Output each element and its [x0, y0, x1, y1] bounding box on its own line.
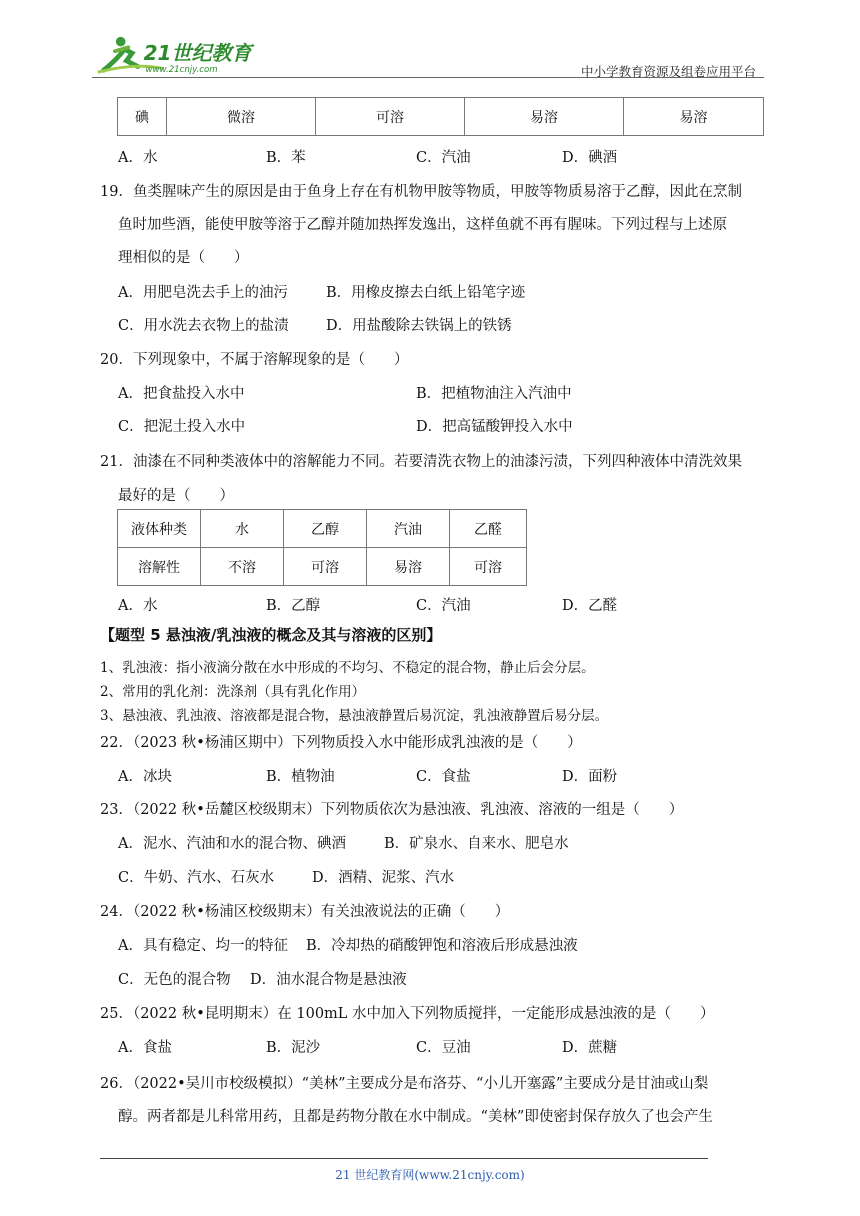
question-19-line-3: 理相似的是（ ） — [118, 250, 249, 266]
question-23: 23．（2022 秋•岳麓区校级期末）下列物质依次为悬浊液、乳浊液、溶液的一组是（ ） — [100, 802, 684, 818]
option-b: B．乙醇 — [266, 598, 321, 614]
option-a: A．食盐 — [118, 1040, 172, 1056]
section-title: 【题型 5 悬浊液/乳浊液的概念及其与溶液的区别】 — [100, 626, 442, 644]
option-d: D．蔗糖 — [562, 1040, 618, 1056]
table-cell: 液体种类 — [118, 510, 201, 548]
option-d: D．碘酒 — [562, 150, 618, 166]
option-c: C．食盐 — [416, 769, 471, 785]
footer-link[interactable]: 21 世纪教育网(www.21cnjy.com) — [335, 1168, 525, 1182]
question-20: 20．下列现象中，不属于溶解现象的是（ ） — [100, 352, 409, 368]
option-b: B．苯 — [266, 150, 306, 166]
option-b: B．冷却热的硝酸钾饱和溶液后形成悬浊液 — [306, 938, 578, 954]
option-b: B．矿泉水、自来水、肥皂水 — [384, 836, 569, 852]
option-d: D．面粉 — [562, 769, 618, 785]
option-a: A．水 — [118, 150, 158, 166]
option-c: C．把泥土投入水中 — [118, 419, 246, 435]
option-d: D．把高锰酸钾投入水中 — [416, 419, 573, 435]
table-cell: 不溶 — [201, 548, 284, 586]
table-cell: 易溶 — [624, 98, 764, 136]
table-cell: 碘 — [118, 98, 167, 136]
option-d: D．酒精、泥浆、汽水 — [312, 870, 455, 886]
solubility-table-top — [117, 97, 764, 136]
option-b: B．用橡皮擦去白纸上铅笔字迹 — [326, 285, 526, 301]
question-22: 22．（2023 秋•杨浦区期中）下列物质投入水中能形成乳浊液的是（ ） — [100, 735, 582, 751]
question-21-line-2: 最好的是（ ） — [118, 488, 234, 504]
option-c: C．牛奶、汽水、石灰水 — [118, 870, 275, 886]
question-26-line-2: 醇。两者都是儿科常用药，且都是药物分散在水中制成。“美林”即使密封保存放久了也会产生 — [118, 1109, 713, 1125]
footer-divider — [100, 1158, 708, 1159]
table-cell: 易溶 — [465, 98, 624, 136]
question-21-line-1: 21．油漆在不同种类液体中的溶解能力不同。若要清洗衣物上的油漆污渍，下列四种液体中清洗效果 — [100, 454, 742, 470]
question-24: 24．（2022 秋•杨浦区校级期末）有关浊液说法的正确（ ） — [100, 904, 510, 920]
option-c: C．无色的混合物 — [118, 972, 231, 988]
option-a: A．具有稳定、均一的特征 — [118, 938, 288, 954]
question-26-line-1: 26．（2022•吴川市校级模拟）“美林”主要成分是布洛芬、“小儿开塞露”主要成分是甘油或山梨 — [100, 1076, 709, 1092]
question-19-line-1: 19．鱼类腥味产生的原因是由于鱼身上存在有机物甲胺等物质，甲胺等物质易溶于乙醇，因此在烹制 — [100, 184, 742, 200]
option-a: A．泥水、汽油和水的混合物、碘酒 — [118, 836, 346, 852]
question-19-line-2: 鱼时加些酒，能使甲胺等溶于乙醇并随加热挥发逸出，这样鱼就不再有腥味。下列过程与上述原 — [118, 217, 727, 233]
solvent-table — [117, 509, 527, 586]
option-c: C．用水洗去衣物上的盐渍 — [118, 318, 289, 334]
option-b: B．植物油 — [266, 769, 335, 785]
table-cell: 汽油 — [367, 510, 450, 548]
table-cell: 溶解性 — [118, 548, 201, 586]
option-c: C．汽油 — [416, 598, 471, 614]
section-note: 3、悬浊液、乳浊液、溶液都是混合物，悬浊液静置后易沉淀，乳浊液静置后易分层。 — [100, 708, 609, 724]
page-header — [92, 32, 764, 78]
svg-text:www.21cnjy.com: www.21cnjy.com — [145, 65, 218, 76]
option-a: A．冰块 — [118, 769, 172, 785]
platform-name: 中小学教育资源及组卷应用平台 — [580, 64, 756, 79]
svg-text:21世纪教育: 21世纪教育 — [143, 40, 252, 65]
table-cell: 易溶 — [367, 548, 450, 586]
table-cell: 水 — [201, 510, 284, 548]
table-cell: 乙醛 — [450, 510, 527, 548]
table-cell: 微溶 — [167, 98, 316, 136]
table-cell: 乙醇 — [284, 510, 367, 548]
header-divider — [92, 77, 764, 78]
table-cell: 可溶 — [284, 548, 367, 586]
site-logo — [92, 34, 262, 76]
section-note: 1、乳浊液：指小液滴分散在水中形成的不均匀、不稳定的混合物，静止后会分层。 — [100, 660, 595, 676]
option-d: D．乙醛 — [562, 598, 618, 614]
option-a: A．用肥皂洗去手上的油污 — [118, 285, 288, 301]
table-cell: 可溶 — [316, 98, 465, 136]
option-d: D．油水混合物是悬浊液 — [250, 972, 407, 988]
table-cell: 可溶 — [450, 548, 527, 586]
section-note: 2、常用的乳化剂：洗涤剂（具有乳化作用） — [100, 684, 366, 700]
option-a: A．把食盐投入水中 — [118, 386, 245, 402]
option-b: B．把植物油注入汽油中 — [416, 386, 572, 402]
option-c: C．汽油 — [416, 150, 471, 166]
option-d: D．用盐酸除去铁锅上的铁锈 — [326, 318, 512, 334]
option-b: B．泥沙 — [266, 1040, 321, 1056]
question-25: 25．（2022 秋•昆明期末）在 100mL 水中加入下列物质搅拌，一定能形成悬浊液的是（ ） — [100, 1006, 715, 1022]
option-a: A．水 — [118, 598, 158, 614]
option-c: C．豆油 — [416, 1040, 471, 1056]
